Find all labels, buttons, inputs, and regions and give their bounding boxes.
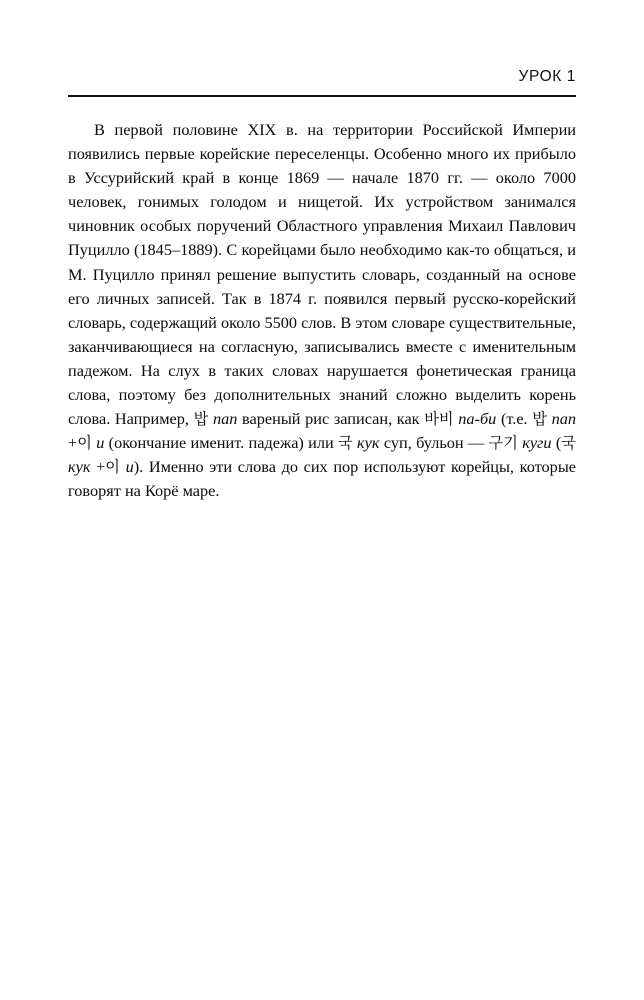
hangul-text: 바비 — [424, 410, 454, 429]
hangul-text: 이 — [105, 458, 120, 477]
paragraph-main: В первой половине XIX в. на территории Российской Империи появились первые корейские переселенцы. Особенно много их прибыло в Уссурийский край в конце 1869 — начале 1870 гг. — около 7000 человек, гонимых голодом и нищетой. Их устройством занимался чиновник особых поручений Областного управления Михаил Павлович Пуцилло (1845–1889). С корейцами было необходимо как-то общаться, и М. Пуцилло принял решение выпустить словарь, созданный на основе его личных записей. Так в 1874 г. появился первый русско-корейский словарь, содержащий около 5500 слов. В этом словаре существительные, заканчивающиеся на согласную, записывались вместе с именительным падежом. На слух в таких словах нарушается фонетическая граница слова, поэтому без дополнительных знаний сложно выделить корень слова. Например, 밥 пап вареный рис записан, как 바비 па-би (т.е. 밥 пап +이 и (окончание именит. падежа) или 국 кук суп, бульон — 구기 куги (국 кук +이 и). Именно эти слова до сих пор используют корейцы, которые говорят на Корё маре. — [68, 120, 577, 501]
transcription-italic: кук — [357, 433, 380, 453]
transcription-italic: куги — [522, 433, 552, 453]
transcription-italic: и — [125, 457, 134, 477]
body-text — [68, 118, 576, 504]
hangul-text: 국 — [561, 434, 576, 453]
transcription-italic: пап — [212, 409, 238, 429]
transcription-italic: и — [96, 433, 105, 453]
hangul-text: 구기 — [488, 434, 518, 453]
page-header — [68, 68, 576, 98]
transcription-italic: кук — [68, 457, 91, 477]
hangul-text: 밥 — [193, 410, 209, 429]
transcription-italic: пап — [551, 409, 577, 429]
header-divider — [68, 95, 576, 97]
hangul-text: 이 — [77, 434, 92, 453]
hangul-text: 국 — [338, 434, 353, 453]
transcription-italic: па-би — [458, 409, 497, 429]
lesson-label: УРОК 1 — [518, 68, 576, 85]
hangul-text: 밥 — [532, 410, 547, 429]
